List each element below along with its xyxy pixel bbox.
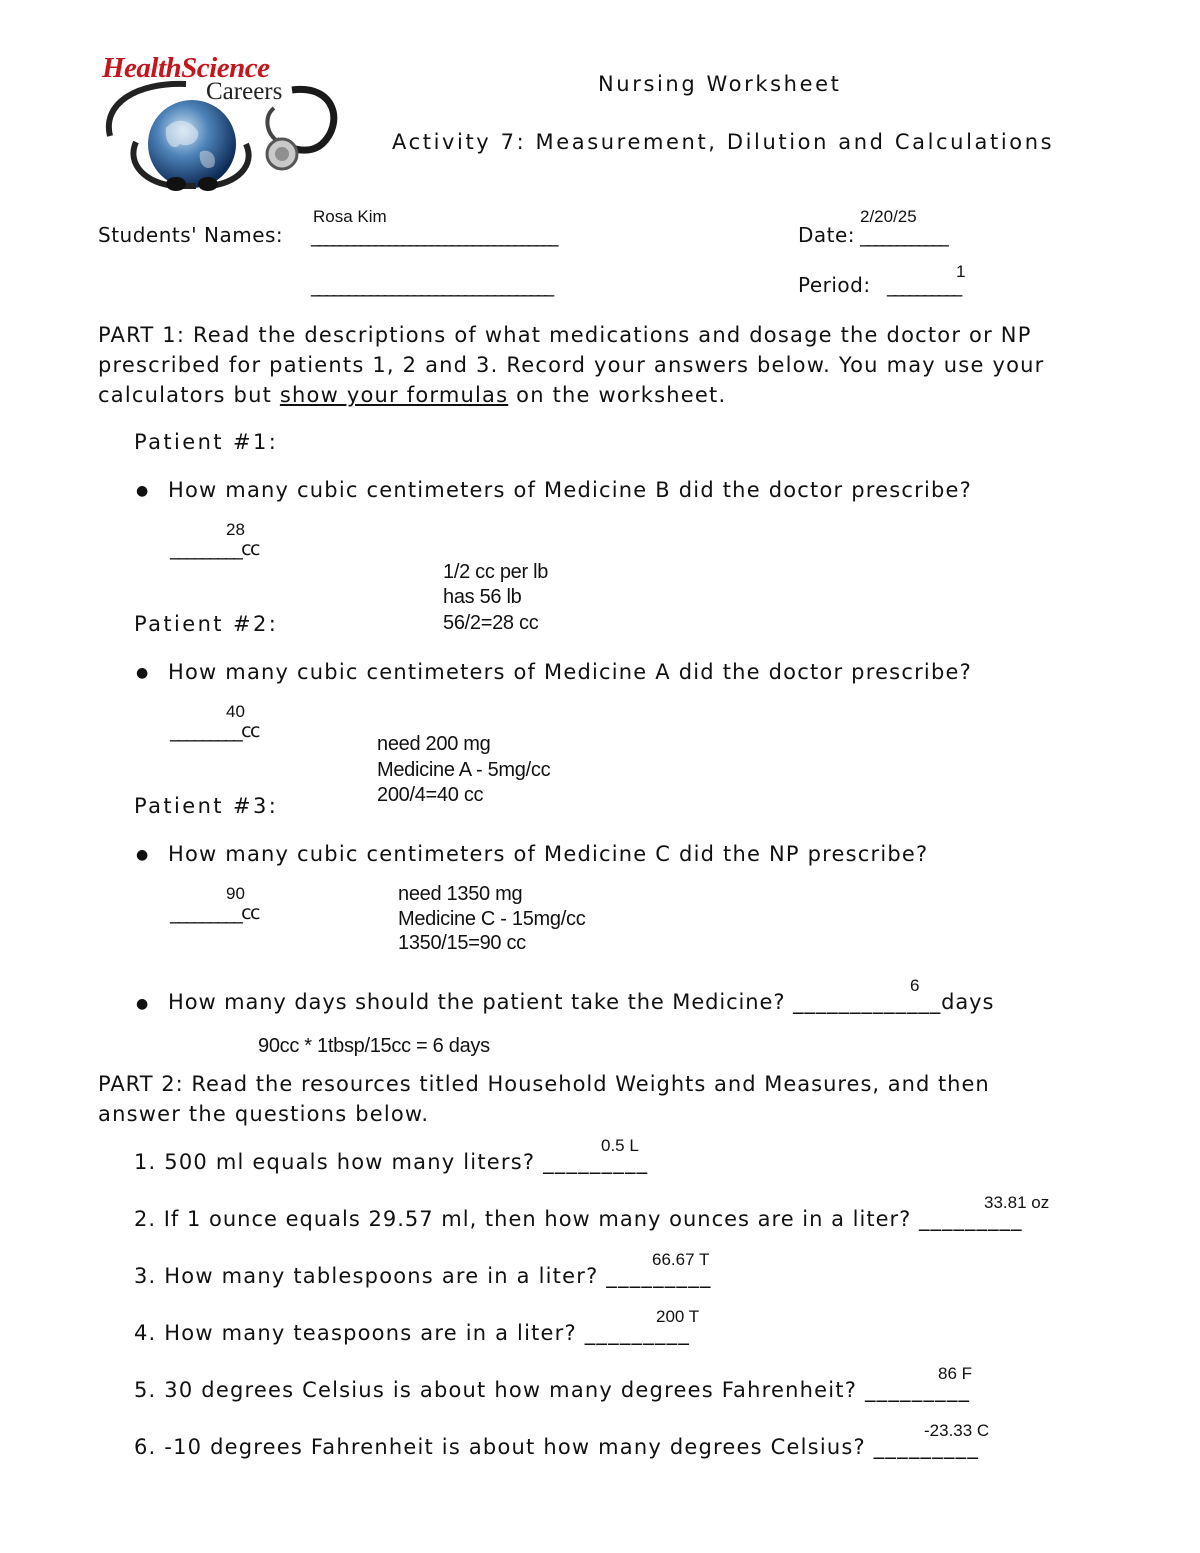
q1-answer: 0.5 L <box>601 1136 639 1155</box>
q6-answer: -23.33 C <box>924 1421 990 1440</box>
q5-text: 5. 30 degrees Celsius is about how many degrees Fahrenheit? _________ <box>134 1378 971 1402</box>
patient-2-work-line-1: need 200 mg <box>377 733 491 755</box>
part2-intro-line-2: answer the questions below. <box>98 1102 430 1126</box>
part2-intro-line-1: PART 2: Read the resources titled Household Weights and Measures, and then <box>98 1072 990 1096</box>
patient-3-answer-line: _________cc <box>170 902 259 924</box>
patient-2-work-line-3: 200/4=40 cc <box>377 784 484 806</box>
bullet-icon: ● <box>136 847 149 863</box>
q1-text: 1. 500 ml equals how many liters? _________ <box>134 1150 649 1174</box>
patient-1-answer: 28 <box>226 520 245 539</box>
q3-answer: 66.67 T <box>652 1250 710 1269</box>
days-work: 90cc * 1tbsp/15cc = 6 days <box>258 1035 490 1057</box>
part1-intro-line-1: PART 1: Read the descriptions of what medications and dosage the doctor or NP <box>98 323 1032 347</box>
q2-text: 2. If 1 ounce equals 29.57 ml, then how many ounces are in a liter? _________ <box>134 1207 1023 1231</box>
patient-2-answer-line: _________cc <box>170 720 259 742</box>
bullet-icon: ● <box>136 483 149 499</box>
days-question: How many days should the patient take the Medicine? _____________days <box>168 990 995 1014</box>
patient-2-question: How many cubic centimeters of Medicine A did the doctor prescribe? <box>168 660 972 684</box>
q4-answer: 200 T <box>656 1307 700 1326</box>
worksheet-title: Nursing Worksheet <box>598 72 842 96</box>
bullet-icon: ● <box>136 996 149 1012</box>
student-name-value: Rosa Kim <box>313 207 387 226</box>
patient-2-answer: 40 <box>226 702 245 721</box>
student-name-line-2: _________________________________ <box>311 275 552 297</box>
q6-text: 6. -10 degrees Fahrenheit is about how many degrees Celsius? _________ <box>134 1435 980 1459</box>
patient-3-heading: Patient #3: <box>134 794 279 818</box>
bullet-icon: ● <box>136 665 149 681</box>
date-value: 2/20/25 <box>860 207 917 226</box>
part1-intro-line-2: prescribed for patients 1, 2 and 3. Record your answers below. You may use your <box>98 353 1045 377</box>
student-name-line-1: ___________________________________ <box>311 225 556 247</box>
logo-text-healthscience: HealthScience <box>102 52 270 84</box>
patient-1-heading: Patient #1: <box>134 430 279 454</box>
period-label: Period: <box>798 273 871 297</box>
q5-answer: 86 F <box>938 1364 973 1383</box>
period-value: 1 <box>956 262 966 281</box>
show-formulas-emphasis: show your formulas <box>279 383 509 407</box>
period-line: __________ <box>887 275 961 297</box>
patient-3-work-line-3: 1350/15=90 cc <box>398 932 526 954</box>
days-answer: 6 <box>910 976 920 995</box>
students-names-label: Students' Names: <box>98 223 284 247</box>
patient-3-answer: 90 <box>226 884 245 903</box>
part1-intro-text: calculators but <box>98 383 280 407</box>
q4-text: 4. How many teaspoons are in a liter? _________ <box>134 1321 691 1345</box>
health-science-careers-logo <box>96 44 342 194</box>
part1-intro-text-end: on the worksheet. <box>508 383 727 407</box>
patient-1-work-line-2: has 56 lb <box>443 586 522 608</box>
q2-answer: 33.81 oz <box>984 1193 1050 1212</box>
patient-2-heading: Patient #2: <box>134 612 279 636</box>
logo-text-careers: Careers <box>206 78 283 105</box>
part1-intro-line-3 <box>98 383 726 407</box>
patient-1-answer-line: _________cc <box>170 538 259 560</box>
patient-1-work-line-1: 1/2 cc per lb <box>443 561 549 583</box>
q3-text: 3. How many tablespoons are in a liter? _________ <box>134 1264 712 1288</box>
patient-3-work-line-2: Medicine C - 15mg/cc <box>398 908 586 930</box>
activity-title: Activity 7: Measurement, Dilution and Calculations <box>392 130 1055 154</box>
patient-3-question: How many cubic centimeters of Medicine C did the NP prescribe? <box>168 842 929 866</box>
patient-3-work-line-1: need 1350 mg <box>398 883 523 905</box>
patient-1-work-line-3: 56/2=28 cc <box>443 612 539 634</box>
patient-2-work-line-2: Medicine A - 5mg/cc <box>377 759 551 781</box>
patient-1-question: How many cubic centimeters of Medicine B did the doctor prescribe? <box>168 478 972 502</box>
date-label: Date: <box>798 223 856 247</box>
date-line: ____________ <box>860 225 947 247</box>
